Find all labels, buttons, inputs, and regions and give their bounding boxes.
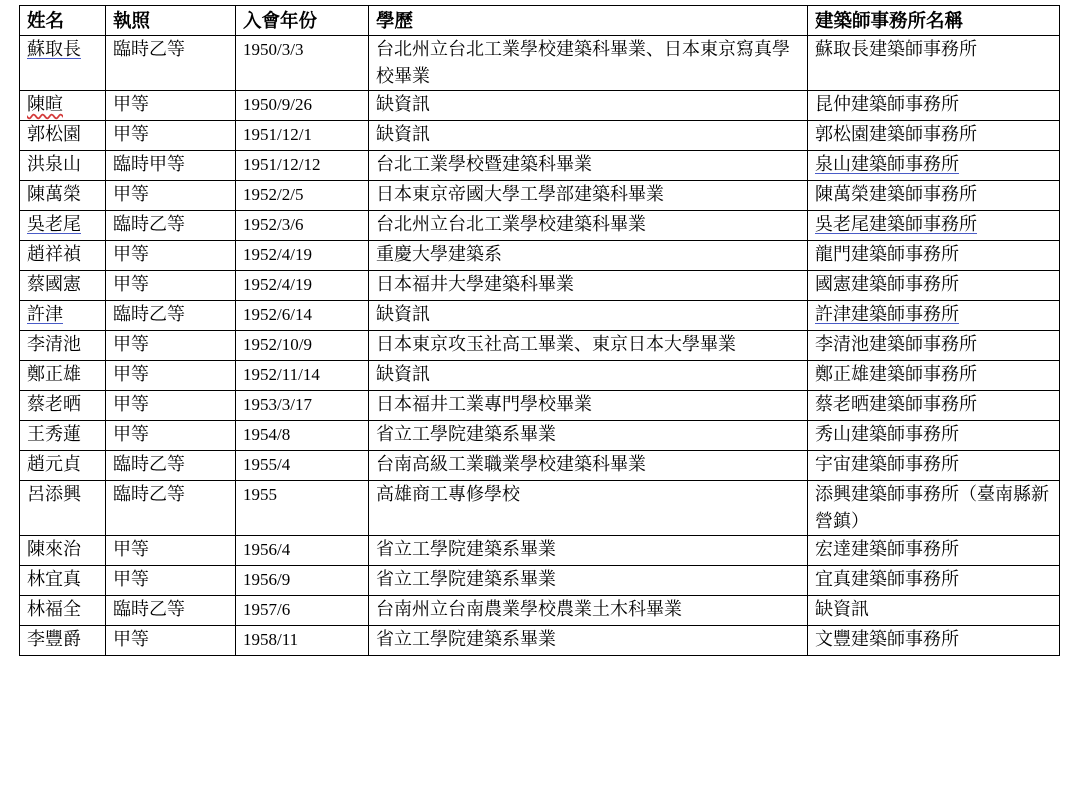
- architect-table: [19, 5, 1060, 656]
- cell-firm: 昆仲建築師事務所: [808, 91, 1060, 121]
- cell-firm: [808, 211, 1060, 241]
- table-row: [20, 566, 1060, 596]
- cell-join-year: 1952/6/14: [236, 301, 369, 331]
- table-row: [20, 421, 1060, 451]
- cell-join-year: 1953/3/17: [236, 391, 369, 421]
- cell-license: 臨時乙等: [106, 301, 236, 331]
- cell-join-year: 1956/4: [236, 536, 369, 566]
- name-text: 陳暄: [27, 94, 63, 115]
- cell-license: 臨時乙等: [106, 211, 236, 241]
- cell-name: 洪泉山: [20, 151, 106, 181]
- table-row: [20, 211, 1060, 241]
- cell-name: 陳萬榮: [20, 181, 106, 211]
- cell-firm: 陳萬榮建築師事務所: [808, 181, 1060, 211]
- cell-license: 臨時乙等: [106, 451, 236, 481]
- cell-join-year: 1955/4: [236, 451, 369, 481]
- cell-name: 陳來治: [20, 536, 106, 566]
- cell-education: 缺資訊: [369, 301, 808, 331]
- cell-license: 甲等: [106, 626, 236, 656]
- cell-education: 重慶大學建築系: [369, 241, 808, 271]
- cell-join-year: 1958/11: [236, 626, 369, 656]
- cell-firm: 添興建築師事務所（臺南縣新營鎮）: [808, 481, 1060, 536]
- cell-education: 日本東京攻玉社高工畢業、東京日本大學畢業: [369, 331, 808, 361]
- table-row: [20, 626, 1060, 656]
- cell-license: 甲等: [106, 566, 236, 596]
- table-row: [20, 91, 1060, 121]
- table-row: [20, 596, 1060, 626]
- cell-education: 高雄商工專修學校: [369, 481, 808, 536]
- cell-education: 台北工業學校暨建築科畢業: [369, 151, 808, 181]
- cell-education: 台北州立台北工業學校建築科畢業: [369, 211, 808, 241]
- cell-license: 甲等: [106, 181, 236, 211]
- table-header-row: [20, 6, 1060, 36]
- cell-firm: 蔡老晒建築師事務所: [808, 391, 1060, 421]
- table-row: [20, 451, 1060, 481]
- cell-education: 台南高級工業職業學校建築科畢業: [369, 451, 808, 481]
- cell-license: 甲等: [106, 331, 236, 361]
- cell-license: 甲等: [106, 271, 236, 301]
- table-row: [20, 36, 1060, 91]
- cell-education: 日本東京帝國大學工學部建築科畢業: [369, 181, 808, 211]
- cell-education: 省立工學院建築系畢業: [369, 566, 808, 596]
- header-education: 學歷: [369, 6, 808, 36]
- cell-join-year: 1956/9: [236, 566, 369, 596]
- cell-license: 臨時乙等: [106, 596, 236, 626]
- cell-firm: 宜真建築師事務所: [808, 566, 1060, 596]
- table-row: [20, 181, 1060, 211]
- cell-firm: 缺資訊: [808, 596, 1060, 626]
- cell-join-year: 1951/12/12: [236, 151, 369, 181]
- cell-license: 甲等: [106, 91, 236, 121]
- cell-name: [20, 301, 106, 331]
- cell-join-year: 1952/3/6: [236, 211, 369, 241]
- cell-education: 省立工學院建築系畢業: [369, 536, 808, 566]
- cell-join-year: 1952/4/19: [236, 271, 369, 301]
- cell-license: 甲等: [106, 121, 236, 151]
- document-page: [19, 5, 1060, 656]
- cell-join-year: 1950/9/26: [236, 91, 369, 121]
- cell-join-year: 1954/8: [236, 421, 369, 451]
- cell-name: 蔡老晒: [20, 391, 106, 421]
- cell-firm: 宇宙建築師事務所: [808, 451, 1060, 481]
- table-row: [20, 331, 1060, 361]
- cell-firm: [808, 301, 1060, 331]
- cell-name: [20, 211, 106, 241]
- name-text: 蘇取長: [27, 39, 81, 60]
- cell-firm: [808, 151, 1060, 181]
- cell-join-year: 1952/2/5: [236, 181, 369, 211]
- header-firm-name: 建築師事務所名稱: [808, 6, 1060, 36]
- cell-firm: 蘇取長建築師事務所: [808, 36, 1060, 91]
- cell-name: 李清池: [20, 331, 106, 361]
- cell-join-year: 1950/3/3: [236, 36, 369, 91]
- cell-join-year: 1957/6: [236, 596, 369, 626]
- cell-firm: 郭松園建築師事務所: [808, 121, 1060, 151]
- table-row: [20, 151, 1060, 181]
- cell-education: 省立工學院建築系畢業: [369, 421, 808, 451]
- table-row: [20, 241, 1060, 271]
- cell-join-year: 1952/4/19: [236, 241, 369, 271]
- table-row: [20, 481, 1060, 536]
- cell-license: 甲等: [106, 361, 236, 391]
- cell-license: 甲等: [106, 421, 236, 451]
- cell-join-year: 1955: [236, 481, 369, 536]
- table-row: [20, 361, 1060, 391]
- cell-license: 臨時乙等: [106, 481, 236, 536]
- cell-name: 林宜真: [20, 566, 106, 596]
- header-join-year: 入會年份: [236, 6, 369, 36]
- cell-firm: 宏達建築師事務所: [808, 536, 1060, 566]
- header-name: 姓名: [20, 6, 106, 36]
- table-row: [20, 121, 1060, 151]
- cell-join-year: 1952/10/9: [236, 331, 369, 361]
- cell-education: 台南州立台南農業學校農業土木科畢業: [369, 596, 808, 626]
- cell-license: 甲等: [106, 241, 236, 271]
- cell-firm: 鄭正雄建築師事務所: [808, 361, 1060, 391]
- cell-name: [20, 36, 106, 91]
- cell-name: 趙祥禎: [20, 241, 106, 271]
- cell-education: 缺資訊: [369, 121, 808, 151]
- cell-education: 缺資訊: [369, 91, 808, 121]
- cell-license: 臨時甲等: [106, 151, 236, 181]
- cell-education: 日本福井大學建築科畢業: [369, 271, 808, 301]
- cell-education: 日本福井工業專門學校畢業: [369, 391, 808, 421]
- cell-firm: 文豐建築師事務所: [808, 626, 1060, 656]
- cell-license: 臨時乙等: [106, 36, 236, 91]
- table-row: [20, 301, 1060, 331]
- cell-name: 李豐爵: [20, 626, 106, 656]
- firm-text: 許津建築師事務所: [815, 304, 959, 325]
- cell-education: 台北州立台北工業學校建築科畢業、日本東京寫真學校畢業: [369, 36, 808, 91]
- cell-name: 林福全: [20, 596, 106, 626]
- header-license: 執照: [106, 6, 236, 36]
- cell-name: 呂添興: [20, 481, 106, 536]
- cell-firm: 李清池建築師事務所: [808, 331, 1060, 361]
- cell-education: 省立工學院建築系畢業: [369, 626, 808, 656]
- cell-license: 甲等: [106, 536, 236, 566]
- cell-join-year: 1952/11/14: [236, 361, 369, 391]
- cell-firm: 龍門建築師事務所: [808, 241, 1060, 271]
- table-row: [20, 391, 1060, 421]
- cell-join-year: 1951/12/1: [236, 121, 369, 151]
- cell-name: 王秀蓮: [20, 421, 106, 451]
- cell-license: 甲等: [106, 391, 236, 421]
- cell-firm: 國憲建築師事務所: [808, 271, 1060, 301]
- name-text: 吳老尾: [27, 214, 81, 235]
- firm-text: 泉山建築師事務所: [815, 154, 959, 175]
- table-row: [20, 536, 1060, 566]
- cell-name: 蔡國憲: [20, 271, 106, 301]
- cell-name: 趙元貞: [20, 451, 106, 481]
- cell-name: [20, 91, 106, 121]
- cell-name: 郭松園: [20, 121, 106, 151]
- table-row: [20, 271, 1060, 301]
- cell-education: 缺資訊: [369, 361, 808, 391]
- firm-text: 吳老尾建築師事務所: [815, 214, 977, 235]
- name-text: 許津: [27, 304, 63, 325]
- cell-name: 鄭正雄: [20, 361, 106, 391]
- cell-firm: 秀山建築師事務所: [808, 421, 1060, 451]
